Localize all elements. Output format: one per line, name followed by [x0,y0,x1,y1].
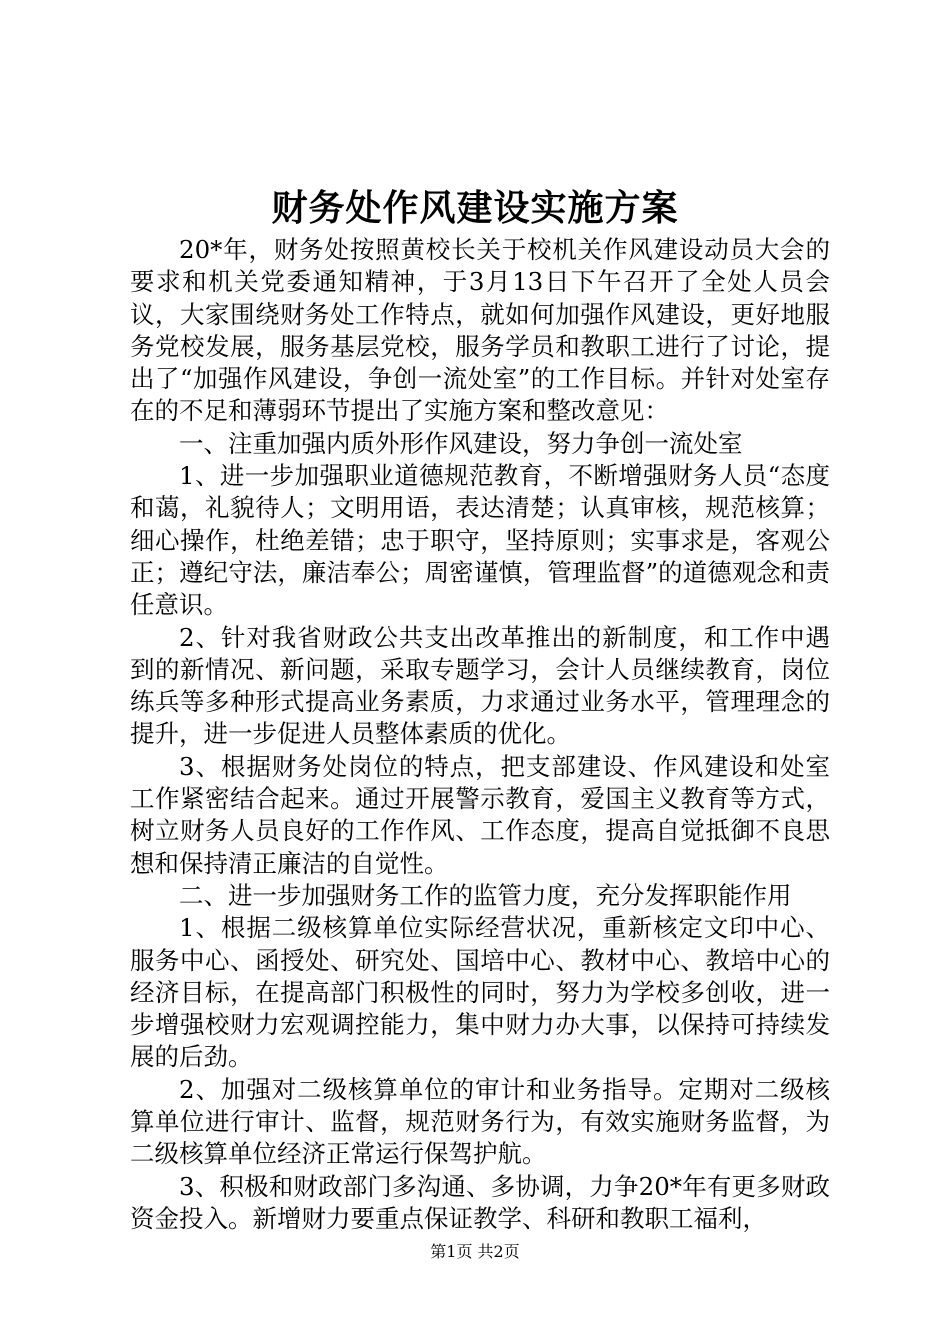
paragraph-2-1: 1、根据二级核算单位实际经营状况，重新核定文印中心、服务中心、函授处、研究处、国培中心、教材中心、教培中心的经济目标，在提高部门积极性的同时，努力为学校多创收，进一步增强校财力宏观调控能力，集中财力办大事，以保持可持续发展的后劲。 [130,913,830,1072]
paragraph-2-2: 2、加强对二级核算单位的审计和业务指导。定期对二级核算单位进行审计、监督，规范财务行为，有效实施财务监督，为二级核算单位经济正常运行保驾护航。 [130,1074,830,1169]
section-heading-1: 一、注重加强内质外形作风建设，努力争创一流处室 [179,428,743,458]
document-title: 财务处作风建设实施方案 [271,187,679,229]
document-body [130,234,830,1235]
paragraph-1-1: 1、进一步加强职业道德规范教育，不断增强财务人员“态度和蔼，礼貌待人；文明用语，表达清楚；认真审核，规范核算；细心操作，杜绝差错；忠于职守，坚持原则；实事求是，客观公正；遵纪守法，廉洁奉公；周密谨慎，管理监督”的道德观念和责任意识。 [130,461,830,620]
paragraph-intro: 20*年，财务处按照黄校长关于校机关作风建设动员大会的要求和机关党委通知精神，于3月13日下午召开了全处人员会议，大家围绕财务处工作特点，就如何加强作风建设，更好地服务党校发展，服务基层党校，服务学员和教职工进行了讨论，提出了“加强作风建设，争创一流处室”的工作目标。并针对处室存在的不足和薄弱环节提出了实施方案和整改意见： [130,235,830,426]
section-heading-2: 二、进一步加强财务工作的监管力度，充分发挥职能作用 [179,880,792,910]
page-footer: 第1页 共2页 [430,1242,520,1261]
paragraph-2-3: 3、积极和财政部门多沟通、多协调，力争20*年有更多财政资金投入。新增财力要重点保证教学、科研和教职工福利， [130,1171,830,1233]
paragraph-1-3: 3、根据财务处岗位的特点，把支部建设、作风建设和处室工作紧密结合起来。通过开展警示教育，爱国主义教育等方式，树立财务人员良好的工作作风、工作态度，提高自觉抵御不良思想和保持清正廉洁的自觉性。 [130,751,830,878]
paragraph-1-2: 2、针对我省财政公共支出改革推出的新制度，和工作中遇到的新情况、新问题，采取专题学习，会计人员继续教育，岗位练兵等多种形式提高业务素质，力求通过业务水平，管理理念的提升，进一步促进人员整体素质的优化。 [130,622,830,749]
